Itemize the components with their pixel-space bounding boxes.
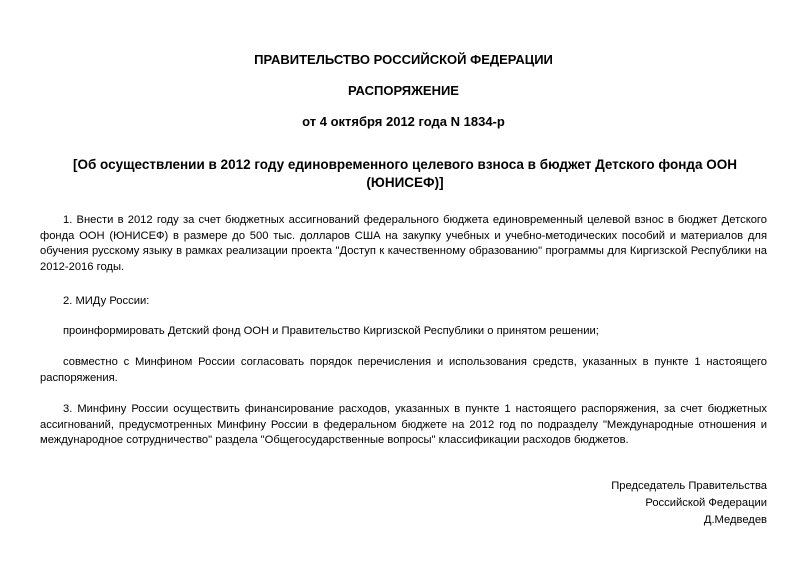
signature-title-line-1: Председатель Правительства <box>611 480 767 492</box>
paragraph-3: 3. Минфину России осуществить финансирование расходов, указанных в пункте 1 настоящего распоряжения, за счет бюджетных ассигнований, предусмотренных Минфину России в федеральном бюджете на 2012 год по подразделу "Международные отношения и международное сотрудничество" раздела "Общегосударственные вопросы" классификации расходов бюджетов. <box>40 403 767 446</box>
paragraph-2-item-1: проинформировать Детский фонд ООН и Правительство Киргизской Республики о принятом решении; <box>63 325 599 337</box>
signature-name: Д.Медведев <box>703 514 767 526</box>
paragraph-2: 2. МИДу России: <box>63 295 150 307</box>
issuer-heading: ПРАВИТЕЛЬСТВО РОССИЙСКОЙ ФЕДЕРАЦИИ <box>254 52 553 67</box>
signature-block <box>611 478 767 529</box>
document-type-heading: РАСПОРЯЖЕНИЕ <box>348 83 459 98</box>
document-subject: [Об осуществлении в 2012 году единовременного целевого взноса в бюджет Детского фонда ООН (ЮНИСЕФ)] <box>72 157 738 190</box>
paragraph-1: 1. Внести в 2012 году за счет бюджетных ассигнований федерального бюджета единовременный целевой взнос в бюджет Детского фонда ООН (ЮНИСЕФ) в размере до 500 тыс. долларов США на закупку учебных и учебно-методических пособий и материалов для обучения русскому языку в рамках реализации проекта "Доступ к качественному образованию" программы для Киргизской Республики на 2012-2016 годы. <box>40 214 767 273</box>
date-number-heading: от 4 октября 2012 года N 1834-р <box>302 114 505 129</box>
signature-title-line-2: Российской Федерации <box>645 497 767 509</box>
paragraph-2-item-2: совместно с Минфином России согласовать порядок перечисления и использования средств, указанных в пункте 1 настоящего распоряжения. <box>40 356 767 384</box>
